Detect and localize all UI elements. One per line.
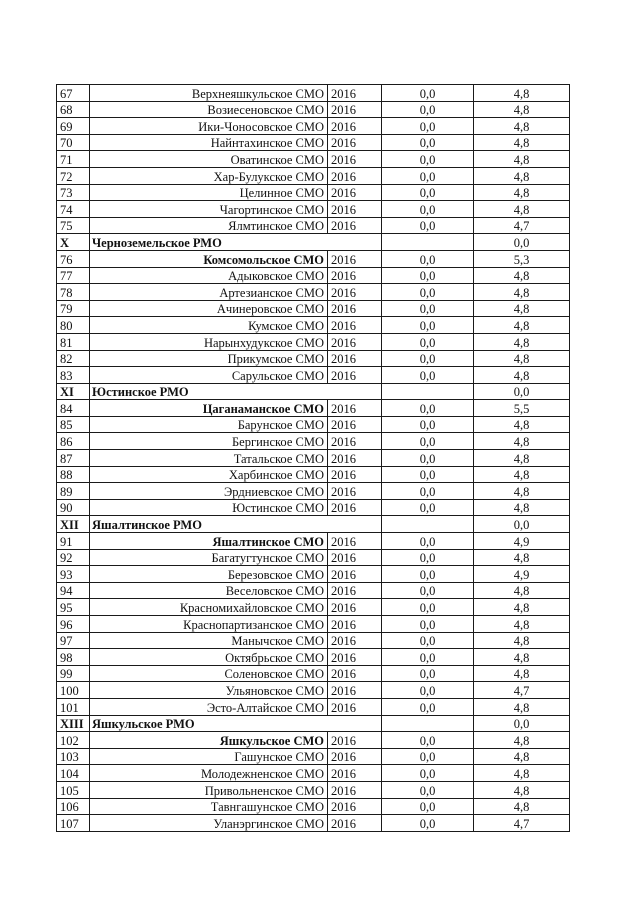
settlement-name: Ики-Чоносовское СМО [90, 118, 328, 135]
value-1-cell: 0,0 [382, 167, 474, 184]
year-cell: 2016 [328, 250, 382, 267]
row-number: 95 [57, 599, 90, 616]
row-number: 70 [57, 134, 90, 151]
value-1-cell: 0,0 [382, 217, 474, 234]
group-value: 0,0 [474, 516, 570, 533]
value-2-cell: 4,8 [474, 367, 570, 384]
row-number: 86 [57, 433, 90, 450]
group-name: Яшкульское РМО [90, 715, 382, 732]
settlement-name: Оватинское СМО [90, 151, 328, 168]
row-number: 82 [57, 350, 90, 367]
value-1-cell: 0,0 [382, 284, 474, 301]
value-1-cell: 0,0 [382, 333, 474, 350]
group-empty-cell [382, 234, 474, 251]
year-cell: 2016 [328, 781, 382, 798]
settlement-name: Артезианское СМО [90, 284, 328, 301]
table-row [57, 333, 570, 350]
value-2-cell: 5,3 [474, 250, 570, 267]
table-row [57, 416, 570, 433]
settlement-name: Цаганаманское СМО [90, 400, 328, 417]
value-1-cell: 0,0 [382, 134, 474, 151]
group-name: Юстинское РМО [90, 383, 382, 400]
value-2-cell: 4,7 [474, 682, 570, 699]
settlement-name: Ульяновское СМО [90, 682, 328, 699]
value-1-cell: 0,0 [382, 317, 474, 334]
value-1-cell: 0,0 [382, 101, 474, 118]
table-row [57, 732, 570, 749]
row-number: 72 [57, 167, 90, 184]
year-cell: 2016 [328, 201, 382, 218]
settlement-name: Уланэргинское СМО [90, 815, 328, 832]
value-2-cell: 4,8 [474, 167, 570, 184]
settlement-name: Найнтахинское СМО [90, 134, 328, 151]
year-cell: 2016 [328, 184, 382, 201]
value-1-cell: 0,0 [382, 765, 474, 782]
row-number: 73 [57, 184, 90, 201]
value-1-cell: 0,0 [382, 533, 474, 550]
value-2-cell: 4,8 [474, 433, 570, 450]
group-number: XI [57, 383, 90, 400]
value-1-cell: 0,0 [382, 732, 474, 749]
group-value: 0,0 [474, 234, 570, 251]
value-1-cell: 0,0 [382, 416, 474, 433]
value-1-cell: 0,0 [382, 649, 474, 666]
table-row [57, 267, 570, 284]
row-number: 87 [57, 450, 90, 467]
table-row [57, 748, 570, 765]
settlement-name: Красномихайловское СМО [90, 599, 328, 616]
settlement-name: Октябрьское СМО [90, 649, 328, 666]
settlement-name: Привольненское СМО [90, 781, 328, 798]
value-2-cell: 4,8 [474, 748, 570, 765]
settlement-name: Чагортинское СМО [90, 201, 328, 218]
year-cell: 2016 [328, 649, 382, 666]
row-number: 103 [57, 748, 90, 765]
row-number: 93 [57, 566, 90, 583]
table-row [57, 665, 570, 682]
year-cell: 2016 [328, 765, 382, 782]
table-body [57, 85, 570, 832]
settlement-name: Бергинское СМО [90, 433, 328, 450]
year-cell: 2016 [328, 815, 382, 832]
value-1-cell: 0,0 [382, 566, 474, 583]
value-1-cell: 0,0 [382, 483, 474, 500]
value-2-cell: 4,8 [474, 649, 570, 666]
table-row [57, 250, 570, 267]
group-name: Яшалтинское РМО [90, 516, 382, 533]
year-cell: 2016 [328, 367, 382, 384]
table-row [57, 201, 570, 218]
table-row [57, 698, 570, 715]
settlement-name: Яшалтинское СМО [90, 533, 328, 550]
settlement-name: Краснопартизанское СМО [90, 616, 328, 633]
value-1-cell: 0,0 [382, 616, 474, 633]
row-number: 92 [57, 549, 90, 566]
table-row [57, 433, 570, 450]
value-1-cell: 0,0 [382, 184, 474, 201]
year-cell: 2016 [328, 284, 382, 301]
row-number: 96 [57, 616, 90, 633]
row-number: 81 [57, 333, 90, 350]
value-2-cell: 4,8 [474, 765, 570, 782]
group-row [57, 383, 570, 400]
table-row [57, 649, 570, 666]
value-2-cell: 4,8 [474, 732, 570, 749]
year-cell: 2016 [328, 450, 382, 467]
table-row [57, 582, 570, 599]
value-2-cell: 4,8 [474, 85, 570, 102]
table-row [57, 101, 570, 118]
value-1-cell: 0,0 [382, 400, 474, 417]
row-number: 94 [57, 582, 90, 599]
value-2-cell: 4,8 [474, 798, 570, 815]
table-row [57, 217, 570, 234]
year-cell: 2016 [328, 682, 382, 699]
row-number: 79 [57, 300, 90, 317]
value-2-cell: 4,8 [474, 134, 570, 151]
value-1-cell: 0,0 [382, 201, 474, 218]
table-row [57, 815, 570, 832]
table-row [57, 317, 570, 334]
group-number: X [57, 234, 90, 251]
row-number: 106 [57, 798, 90, 815]
value-2-cell: 4,8 [474, 665, 570, 682]
year-cell: 2016 [328, 466, 382, 483]
table-row [57, 798, 570, 815]
year-cell: 2016 [328, 118, 382, 135]
settlement-name: Ачинеровское СМО [90, 300, 328, 317]
value-1-cell: 0,0 [382, 549, 474, 566]
row-number: 90 [57, 499, 90, 516]
settlement-name: Сарульское СМО [90, 367, 328, 384]
year-cell: 2016 [328, 85, 382, 102]
row-number: 100 [57, 682, 90, 699]
value-2-cell: 4,8 [474, 599, 570, 616]
value-2-cell: 4,8 [474, 781, 570, 798]
table-row [57, 284, 570, 301]
group-number: XIII [57, 715, 90, 732]
settlement-name: Ялмтинское СМО [90, 217, 328, 234]
settlement-name: Хар-Булукское СМО [90, 167, 328, 184]
row-number: 77 [57, 267, 90, 284]
value-1-cell: 0,0 [382, 698, 474, 715]
settlement-name: Соленовское СМО [90, 665, 328, 682]
value-1-cell: 0,0 [382, 350, 474, 367]
table-row [57, 85, 570, 102]
row-number: 97 [57, 632, 90, 649]
group-row [57, 715, 570, 732]
value-1-cell: 0,0 [382, 250, 474, 267]
settlement-name: Комсомольское СМО [90, 250, 328, 267]
row-number: 105 [57, 781, 90, 798]
value-2-cell: 4,8 [474, 101, 570, 118]
group-empty-cell [382, 715, 474, 732]
value-2-cell: 4,8 [474, 450, 570, 467]
value-2-cell: 4,8 [474, 201, 570, 218]
row-number: 76 [57, 250, 90, 267]
value-1-cell: 0,0 [382, 367, 474, 384]
value-2-cell: 4,8 [474, 184, 570, 201]
value-2-cell: 4,8 [474, 582, 570, 599]
table-row [57, 533, 570, 550]
value-1-cell: 0,0 [382, 151, 474, 168]
year-cell: 2016 [328, 582, 382, 599]
value-2-cell: 4,8 [474, 300, 570, 317]
value-2-cell: 4,8 [474, 499, 570, 516]
settlement-name: Нарынхудукское СМО [90, 333, 328, 350]
value-1-cell: 0,0 [382, 499, 474, 516]
row-number: 91 [57, 533, 90, 550]
table-row [57, 300, 570, 317]
value-1-cell: 0,0 [382, 300, 474, 317]
row-number: 101 [57, 698, 90, 715]
year-cell: 2016 [328, 698, 382, 715]
row-number: 102 [57, 732, 90, 749]
year-cell: 2016 [328, 599, 382, 616]
settlement-name: Юстинское СМО [90, 499, 328, 516]
row-number: 107 [57, 815, 90, 832]
table-row [57, 499, 570, 516]
municipality-table [56, 84, 570, 832]
table-row [57, 781, 570, 798]
year-cell: 2016 [328, 483, 382, 500]
settlement-name: Прикумское СМО [90, 350, 328, 367]
value-2-cell: 4,8 [474, 151, 570, 168]
row-number: 74 [57, 201, 90, 218]
settlement-name: Харбинское СМО [90, 466, 328, 483]
row-number: 71 [57, 151, 90, 168]
table-row [57, 599, 570, 616]
value-2-cell: 4,9 [474, 566, 570, 583]
table-row [57, 765, 570, 782]
row-number: 78 [57, 284, 90, 301]
table-row [57, 350, 570, 367]
value-2-cell: 4,8 [474, 317, 570, 334]
year-cell: 2016 [328, 616, 382, 633]
value-2-cell: 4,8 [474, 483, 570, 500]
year-cell: 2016 [328, 665, 382, 682]
table-row [57, 566, 570, 583]
value-1-cell: 0,0 [382, 748, 474, 765]
table-row [57, 682, 570, 699]
settlement-name: Барунское СМО [90, 416, 328, 433]
value-2-cell: 4,7 [474, 217, 570, 234]
value-1-cell: 0,0 [382, 798, 474, 815]
value-2-cell: 4,8 [474, 267, 570, 284]
value-2-cell: 4,9 [474, 533, 570, 550]
row-number: 89 [57, 483, 90, 500]
table-row [57, 466, 570, 483]
settlement-name: Адыковское СМО [90, 267, 328, 284]
table-row [57, 367, 570, 384]
value-1-cell: 0,0 [382, 632, 474, 649]
row-number: 104 [57, 765, 90, 782]
year-cell: 2016 [328, 732, 382, 749]
settlement-name: Татальское СМО [90, 450, 328, 467]
group-name: Черноземельское РМО [90, 234, 382, 251]
row-number: 88 [57, 466, 90, 483]
settlement-name: Гашунское СМО [90, 748, 328, 765]
value-1-cell: 0,0 [382, 450, 474, 467]
year-cell: 2016 [328, 798, 382, 815]
value-2-cell: 4,8 [474, 549, 570, 566]
value-2-cell: 4,8 [474, 632, 570, 649]
value-1-cell: 0,0 [382, 433, 474, 450]
table-row [57, 184, 570, 201]
row-number: 99 [57, 665, 90, 682]
year-cell: 2016 [328, 134, 382, 151]
value-2-cell: 5,5 [474, 400, 570, 417]
settlement-name: Березовское СМО [90, 566, 328, 583]
year-cell: 2016 [328, 632, 382, 649]
value-2-cell: 4,8 [474, 466, 570, 483]
table-row [57, 400, 570, 417]
value-1-cell: 0,0 [382, 267, 474, 284]
value-1-cell: 0,0 [382, 781, 474, 798]
value-2-cell: 4,8 [474, 616, 570, 633]
value-1-cell: 0,0 [382, 665, 474, 682]
row-number: 85 [57, 416, 90, 433]
row-number: 68 [57, 101, 90, 118]
settlement-name: Тавнгашунское СМО [90, 798, 328, 815]
group-empty-cell [382, 516, 474, 533]
value-1-cell: 0,0 [382, 599, 474, 616]
year-cell: 2016 [328, 499, 382, 516]
value-2-cell: 4,8 [474, 698, 570, 715]
year-cell: 2016 [328, 433, 382, 450]
value-1-cell: 0,0 [382, 682, 474, 699]
group-row [57, 234, 570, 251]
table-row [57, 134, 570, 151]
table-row [57, 632, 570, 649]
table-row [57, 151, 570, 168]
value-2-cell: 4,8 [474, 284, 570, 301]
group-number: XII [57, 516, 90, 533]
settlement-name: Веселовское СМО [90, 582, 328, 599]
settlement-name: Верхнеяшкульское СМО [90, 85, 328, 102]
row-number: 67 [57, 85, 90, 102]
settlement-name: Багатугтунское СМО [90, 549, 328, 566]
row-number: 84 [57, 400, 90, 417]
settlement-name: Целинное СМО [90, 184, 328, 201]
year-cell: 2016 [328, 217, 382, 234]
year-cell: 2016 [328, 533, 382, 550]
row-number: 69 [57, 118, 90, 135]
value-2-cell: 4,8 [474, 350, 570, 367]
year-cell: 2016 [328, 549, 382, 566]
year-cell: 2016 [328, 101, 382, 118]
group-empty-cell [382, 383, 474, 400]
table-row [57, 118, 570, 135]
settlement-name: Эсто-Алтайское СМО [90, 698, 328, 715]
year-cell: 2016 [328, 151, 382, 168]
year-cell: 2016 [328, 333, 382, 350]
value-1-cell: 0,0 [382, 582, 474, 599]
table-row [57, 616, 570, 633]
table-row [57, 167, 570, 184]
row-number: 80 [57, 317, 90, 334]
year-cell: 2016 [328, 300, 382, 317]
year-cell: 2016 [328, 566, 382, 583]
settlement-name: Яшкульское СМО [90, 732, 328, 749]
value-2-cell: 4,7 [474, 815, 570, 832]
table-row [57, 483, 570, 500]
value-2-cell: 4,8 [474, 416, 570, 433]
row-number: 75 [57, 217, 90, 234]
year-cell: 2016 [328, 167, 382, 184]
settlement-name: Возиесеновское СМО [90, 101, 328, 118]
value-2-cell: 4,8 [474, 118, 570, 135]
year-cell: 2016 [328, 317, 382, 334]
settlement-name: Молодежненское СМО [90, 765, 328, 782]
year-cell: 2016 [328, 400, 382, 417]
row-number: 83 [57, 367, 90, 384]
table-row [57, 549, 570, 566]
group-value: 0,0 [474, 715, 570, 732]
value-1-cell: 0,0 [382, 466, 474, 483]
value-1-cell: 0,0 [382, 118, 474, 135]
settlement-name: Кумское СМО [90, 317, 328, 334]
settlement-name: Эрдниевское СМО [90, 483, 328, 500]
value-1-cell: 0,0 [382, 815, 474, 832]
settlement-name: Манычское СМО [90, 632, 328, 649]
year-cell: 2016 [328, 267, 382, 284]
group-row [57, 516, 570, 533]
group-value: 0,0 [474, 383, 570, 400]
year-cell: 2016 [328, 748, 382, 765]
value-1-cell: 0,0 [382, 85, 474, 102]
row-number: 98 [57, 649, 90, 666]
year-cell: 2016 [328, 350, 382, 367]
year-cell: 2016 [328, 416, 382, 433]
value-2-cell: 4,8 [474, 333, 570, 350]
table-row [57, 450, 570, 467]
